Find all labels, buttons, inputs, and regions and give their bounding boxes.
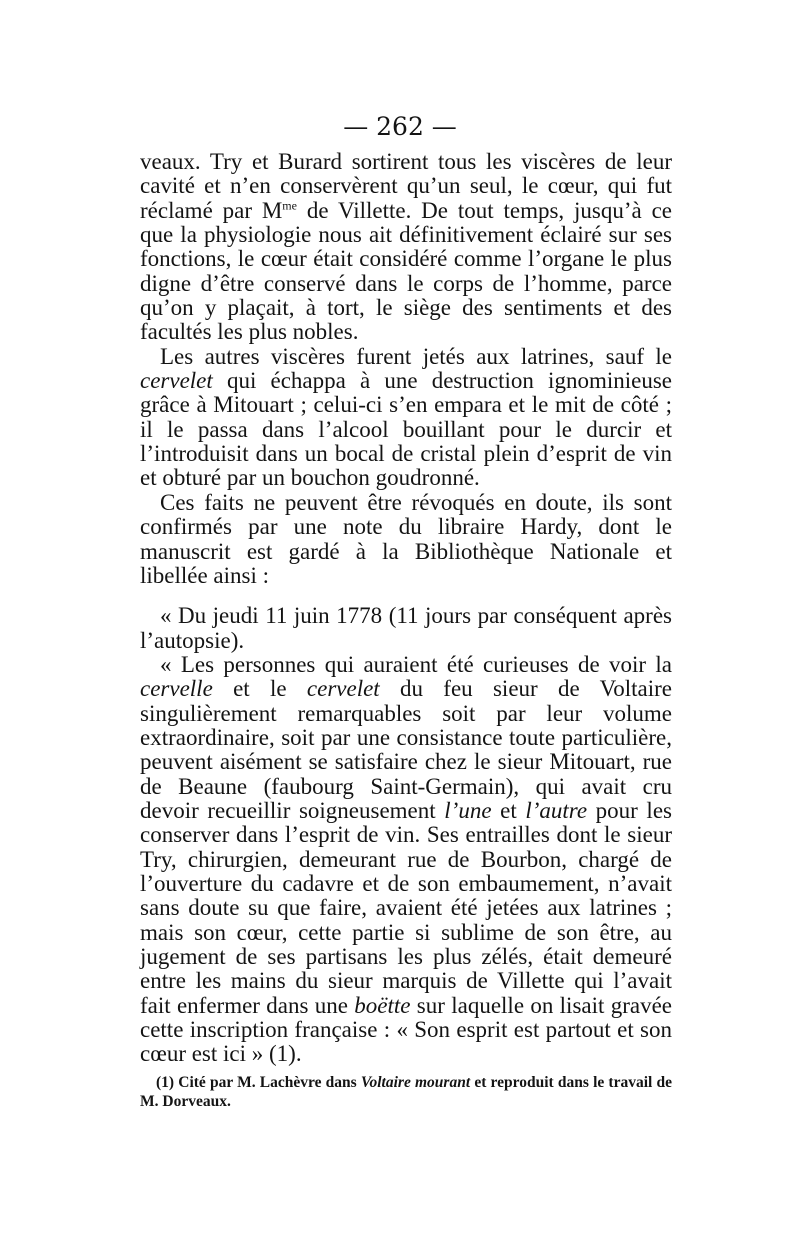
italic-term: cervelet [140, 368, 213, 394]
italic-title: Voltaire mourant [360, 1074, 471, 1091]
italic-term: boëtte [354, 992, 411, 1018]
footnote-text: (1) Cité par M. Lachèvre dans Voltaire mourant et reproduit dans le travail de M. Dorveaux. [140, 1074, 673, 1110]
quote-paragraph: « Du jeudi 11 juin 1778 (11 jours par conséquent après l’autopsie). [140, 603, 672, 653]
italic-term: cervelle [140, 676, 213, 702]
body-text [140, 150, 672, 1067]
paragraph: veaux. Try et Burard sortirent tous les viscères de leur cavité et n’en conservèrent qu’un seul, le cœur, qui fut réclamé par $M^{me}$ de Villette. De tout temps, jusqu’à ce que la physiologie nous ait définitivement éclairé sur ses fonctions, le cœur était considéré comme l’organe le plus digne d’être conservé dans le corps de l’homme, parce qu’on y plaçait, à tort, le siège des sentiments et des facultés les plus nobles. [140, 149, 672, 345]
spacer [140, 588, 672, 604]
paragraph: Ces faits ne peuvent être révoqués en doute, ils sont confirmés par une note du libraire Hardy, dont le manuscrit est gardé à la Bibliothèque Nationale et libellée ainsi : [140, 489, 672, 588]
italic-term: l’une [444, 797, 492, 823]
quote-paragraph: « Les personnes qui auraient été curieuses de voir la cervelle et le cervelet du feu sieur de Voltaire singulièrement remarquables soit par leur volume extraordinaire, soit par une consistance toute particulière, peuvent aisément se satisfaire chez le sieur Mitouart, rue de Beaune (faubourg Saint-Germain), qui avait cru devoir recueillir soigneusement l’une et l’autre pour les conserver dans l’esprit de vin. Ses entrailles dont le sieur Try, chirurgien, demeurant rue de Bourbon, chargé de l’ouverture du cadavre et de son embaumement, n’avait sans doute su que faire, avaient été jetées aux latrines ; mais son cœur, cette partie si sublime de son être, au jugement de ses partisans les plus zélés, était demeuré entre les mains du sieur marquis de Villette qui l’avait fait enfermer dans une boëtte sur laquelle on lisait gravée cette inscription française : « Son esprit est partout et son cœur est ici » (1). [140, 651, 672, 1067]
superscript: me [282, 198, 297, 213]
footnote [140, 1073, 672, 1111]
page-number: — 262 — [343, 112, 457, 141]
paragraph: Les autres viscères furent jetés aux latrines, sauf le cervelet qui échappa à une destruction ignominieuse grâce à Mitouart ; celui-ci s’en empara et le mit de côté ; il le passa dans l’alcool bouillant pour le durcir et l’introduisit dans un bocal de cristal plein d’esprit de vin et obturé par un bouchon goudronné. [140, 343, 672, 491]
italic-term: cervelet [306, 676, 380, 702]
italic-term: l’autre [525, 797, 588, 823]
